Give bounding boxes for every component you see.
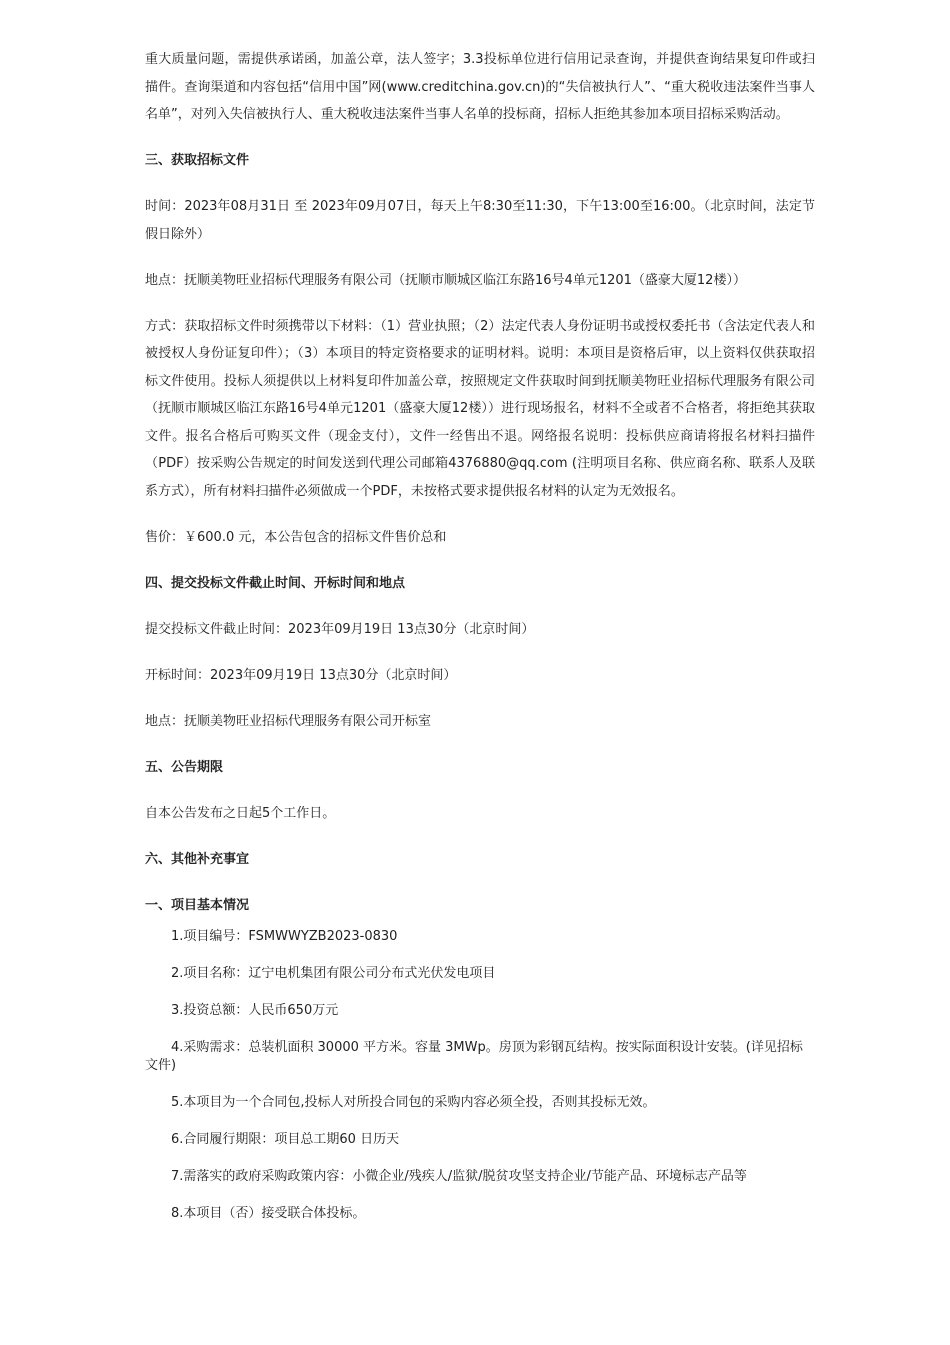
project-item-duration: 6.合同履行期限：项目总工期60 日历天 xyxy=(171,1132,400,1147)
section-4-opening-time: 开标时间：2023年09月19日 13点30分（北京时间） xyxy=(145,667,457,683)
section-5-heading: 五、公告期限 xyxy=(145,759,224,775)
project-item-investment: 3.投资总额：人民币650万元 xyxy=(171,1003,339,1018)
project-item-number: 1.项目编号：FSMWWYZB2023-0830 xyxy=(171,929,398,944)
project-item-policy: 7.需落实的政府采购政策内容：小微企业/残疾人/监狱/脱贫攻坚支持企业/节能产品、环境标志产品等 xyxy=(171,1169,747,1184)
section-3-method: 方式：获取招标文件时须携带以下材料：（1）营业执照；（2）法定代表人身份证明书或授权委托书（含法定代表人和被授权人身份证复印件）；（3）本项目的特定资格要求的证明材料。说明：本项目是资格后审，以上资料仅供获取招标文件使用。投标人须提供以上材料复印件加盖公章，按照规定文件获取时间到抚顺美物旺业招标代理服务有限公司（抚顺市顺城区临江东路16号4单元1201（盛豪大厦12楼））进行现场报名，材料不全或者不合格者，将拒绝其获取文件。报名合格后可购买文件（现金支付），文件一经售出不退。网络报名说明：投标供应商请将报名材料扫描件（PDF）按采购公告规定的时间发送到代理公司邮箱4376880@qq.com (注明项目名称、供应商名称、联系人及联系方式），所有材料扫描件必须做成一个PDF，未按格式要求提供报名材料的认定为无效报名。 xyxy=(145,318,815,499)
section-3-heading: 三、获取招标文件 xyxy=(145,153,250,168)
project-item-contract-package: 5.本项目为一个合同包,投标人对所投合同包的采购内容必须全投，否则其投标无效。 xyxy=(171,1095,656,1110)
section-4-deadline: 提交投标文件截止时间：2023年09月19日 13点30分（北京时间） xyxy=(145,621,535,637)
section-5-text: 自本公告发布之日起5个工作日。 xyxy=(145,805,336,821)
section-3-time: 时间：2023年08月31日 至 2023年09月07日，每天上午8:30至11:30，下午13:00至16:00。（北京时间，法定节假日除外） xyxy=(145,199,815,242)
project-basic-info-heading: 一、项目基本情况 xyxy=(145,897,250,913)
section-3-price: 售价：￥600.0 元，本公告包含的招标文件售价总和 xyxy=(145,529,447,545)
project-item-name: 2.项目名称：辽宁电机集团有限公司分布式光伏发电项目 xyxy=(171,966,496,981)
document-body xyxy=(145,46,815,1242)
section-3-location: 地点：抚顺美物旺业招标代理服务有限公司（抚顺市顺城区临江东路16号4单元1201（盛豪大厦12楼）） xyxy=(145,272,746,288)
project-item-consortium: 8.本项目（否）接受联合体投标。 xyxy=(171,1206,366,1221)
section-4-location: 地点：抚顺美物旺业招标代理服务有限公司开标室 xyxy=(145,713,432,729)
intro-paragraph: 重大质量问题，需提供承诺函，加盖公章，法人签字；3.3投标单位进行信用记录查询，并提供查询结果复印件或扫描件。查询渠道和内容包括“信用中国”网(www.creditchina.gov.cn)的“失信被执行人”、“重大税收违法案件当事人名单”，对列入失信被执行人、重大税收违法案件当事人名单的投标商，招标人拒绝其参加本项目招标采购活动。 xyxy=(145,52,815,122)
section-6-heading: 六、其他补充事宜 xyxy=(145,851,250,867)
section-4-heading: 四、提交投标文件截止时间、开标时间和地点 xyxy=(145,575,406,591)
project-item-requirement: 4.采购需求：总装机面积 30000 平方米。容量 3MWp。房顶为彩钢瓦结构。按实际面积设计安装。(详见招标文件) xyxy=(145,1040,803,1073)
